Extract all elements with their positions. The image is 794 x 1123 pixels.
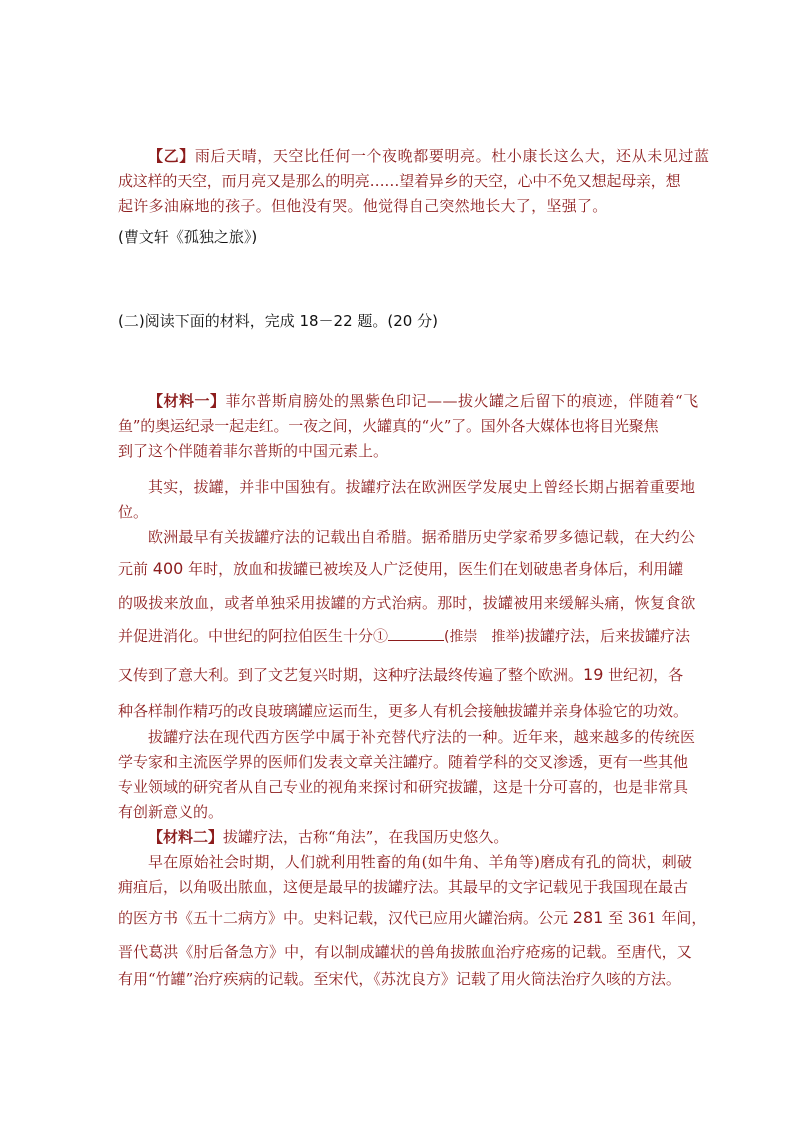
p3-line4-text-b: 拔罐疗法，后来拔罐疗法 [524, 627, 690, 645]
p2-line3-text-b: 至 [608, 909, 624, 927]
material-one-tag: 【材料一】 [148, 392, 226, 410]
material-two-p2-line-5: 有用“竹罐”治疗疾病的记载。至宋代，《苏沈良方》记载了用火筒法治疗久咳的方法。 [118, 970, 681, 988]
material-one-p3-line-4 [118, 625, 690, 646]
passage-yi-text: 雨后天晴，天空比任何一个夜晚都要明亮。杜小康长这么大，还从未见过蓝 [194, 147, 710, 165]
material-one-line-3: 到了这个伴随着菲尔普斯的中国元素上。 [118, 442, 389, 460]
section-two-heading: (二)阅读下面的材料，完成 18－22 题。(20 分) [118, 312, 438, 330]
material-two-p2-line-4: 晋代葛洪《肘后备急方》中，有以制成罐状的兽角拔脓血治疗疮疡的记载。至唐代，又 [118, 943, 692, 961]
material-one-p2-line-2: 位。 [118, 503, 149, 521]
option-open: (推崇 [444, 629, 478, 645]
material-two-line-1 [148, 826, 508, 847]
material-one-p2-line-1: 其实，拔罐，并非中国独有。拔罐疗法在欧洲医学发展史上曾经长期占据着重要地 [148, 478, 696, 496]
passage-yi-line-1 [148, 145, 710, 166]
material-one-p3-line-1: 欧洲最早有关拔罐疗法的记载出自希腊。据希腊历史学家希罗多德记载，在大约公 [148, 528, 696, 546]
material-one-line-2: 鱼”的奥运纪录一起走红。一夜之间，火罐真的“火”了。国外各大媒体也将目光聚焦 [118, 417, 659, 435]
passage-yi-tag: 【乙】 [148, 147, 195, 165]
material-one-p1-text: 菲尔普斯肩膀处的黑紫色印记——拔火罐之后留下的痕迹，伴随着“飞 [225, 392, 699, 410]
year-281: 281 [572, 908, 604, 927]
material-two-p2-line-1: 早在原始社会时期，人们就利用牲畜的角(如牛角、羊角等)磨成有孔的筒状，刺破 [148, 853, 693, 871]
material-one-p4-line-2: 学专家和主流医学界的医师们发表文章关注罐疗。随着学科的交叉渗透，更有一些其他 [118, 753, 689, 771]
p3-year-number: 400 [152, 559, 184, 578]
passage-yi-source: (曹文轩《孤独之旅》) [118, 228, 258, 246]
passage-yi-line-2: 成这样的天空，而月亮又是那么的明亮……望着异乡的天空，心中不免又想起母亲，想 [118, 172, 681, 190]
option-close: 推举) [491, 629, 525, 645]
material-one-p4-line-1: 拔罐疗法在现代西方医学中属于补充替代疗法的一种。近年来，越来越多的传统医 [148, 728, 696, 746]
passage-yi-line-3: 起许多油麻地的孩子。但他没有哭。他觉得自己突然地长大了，坚强了。 [118, 197, 608, 215]
p3-line5-text-b: 世纪初，各 [608, 666, 684, 684]
material-one-p3-line-6: 种各样制作精巧的改良玻璃罐应运而生，更多人有机会接触拔罐并亲身体验它的功效。 [118, 702, 689, 720]
p3-line2-text-a: 元前 [118, 560, 149, 578]
material-one-p3-line-2 [118, 558, 683, 579]
material-one-p3-line-3: 的吸拔来放血，或者单独采用拔罐的方式治病。那时，拔罐被用来缓解头痛，恢复食欲 [118, 594, 696, 612]
material-one-p4-line-4: 有创新意义的。 [118, 803, 224, 821]
material-one-p3-line-5 [118, 664, 683, 685]
material-two-p2-line-3 [118, 907, 706, 928]
p3-line2-text-b: 年时，放血和拔罐已被埃及人广泛使用，医生们在划破患者身体后，利用罐 [188, 560, 684, 578]
p2-line3-text-c: 年间， [661, 909, 707, 927]
p3-century-number: 19 [583, 665, 604, 684]
year-361: 361 [627, 909, 657, 927]
material-one-line-1 [148, 390, 699, 411]
answer-blank-1[interactable] [388, 626, 444, 641]
material-two-tag: 【材料二】 [148, 828, 224, 846]
p3-line4-text-a: 并促进消化。中世纪的阿拉伯医生十分① [118, 627, 389, 645]
p3-line5-text-a: 又传到了意大利。到了文艺复兴时期，这种疗法最终传遍了整个欧洲。 [118, 666, 584, 684]
material-one-p4-line-3: 专业领域的研究者从自己专业的视角来探讨和研究拔罐，这是十分可喜的，也是非常具 [118, 778, 689, 796]
material-two-p2-line-2: 痈疽后，以角吸出脓血，这便是最早的拔罐疗法。其最早的文字记载见于我国现在最古 [118, 878, 689, 896]
material-two-p1-text: 拔罐疗法，古称“角法”，在我国历史悠久。 [223, 828, 509, 846]
p2-line3-text-a: 的医方书《五十二病方》中。史料记载，汉代已应用火罐治病。公元 [118, 909, 569, 927]
